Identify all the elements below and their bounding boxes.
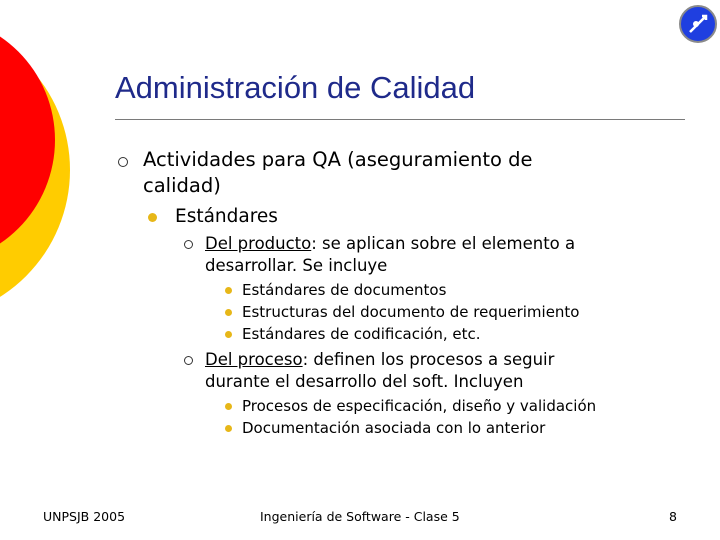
producto-rest: : se aplican sobre el elemento a xyxy=(311,234,576,253)
dot-bullet xyxy=(225,309,232,316)
producto-item: Estructuras del documento de requerimiento xyxy=(242,303,580,321)
producto-item: Estándares de documentos xyxy=(242,281,447,299)
dot-bullet xyxy=(148,213,157,222)
proceso-item: Procesos de especificación, diseño y validación xyxy=(242,397,597,415)
slide-title: Administración de Calidad xyxy=(115,70,476,105)
title-divider xyxy=(115,119,685,120)
proceso-line2: durante el desarrollo del soft. Incluyen xyxy=(205,372,524,391)
page-number: 8 xyxy=(669,509,677,524)
dot-bullet xyxy=(225,425,232,432)
footer-center: Ingeniería de Software - Clase 5 xyxy=(260,509,460,524)
producto-item: Estándares de codificación, etc. xyxy=(242,325,481,343)
level1-line1: Actividades para QA (aseguramiento de xyxy=(143,148,533,171)
dot-bullet xyxy=(225,287,232,294)
hollow-circle-bullet xyxy=(184,240,193,249)
hollow-circle-bullet xyxy=(118,157,128,167)
proceso-item: Documentación asociada con lo anterior xyxy=(242,419,546,437)
decorative-circles xyxy=(0,0,110,300)
footer-left: UNPSJB 2005 xyxy=(43,509,126,524)
level1-line2: calidad) xyxy=(143,174,221,197)
dot-bullet xyxy=(225,331,232,338)
producto-line2: desarrollar. Se incluye xyxy=(205,256,388,275)
proceso-line1 xyxy=(205,349,554,371)
proceso-rest: : definen los procesos a seguir xyxy=(302,350,555,369)
level2-estandares: Estándares xyxy=(175,206,278,227)
producto-label: Del producto xyxy=(205,234,312,253)
proceso-label: Del proceso xyxy=(205,350,303,369)
producto-line1 xyxy=(205,233,575,255)
hollow-circle-bullet xyxy=(184,356,193,365)
logo-icon xyxy=(676,2,720,46)
dot-bullet xyxy=(225,403,232,410)
